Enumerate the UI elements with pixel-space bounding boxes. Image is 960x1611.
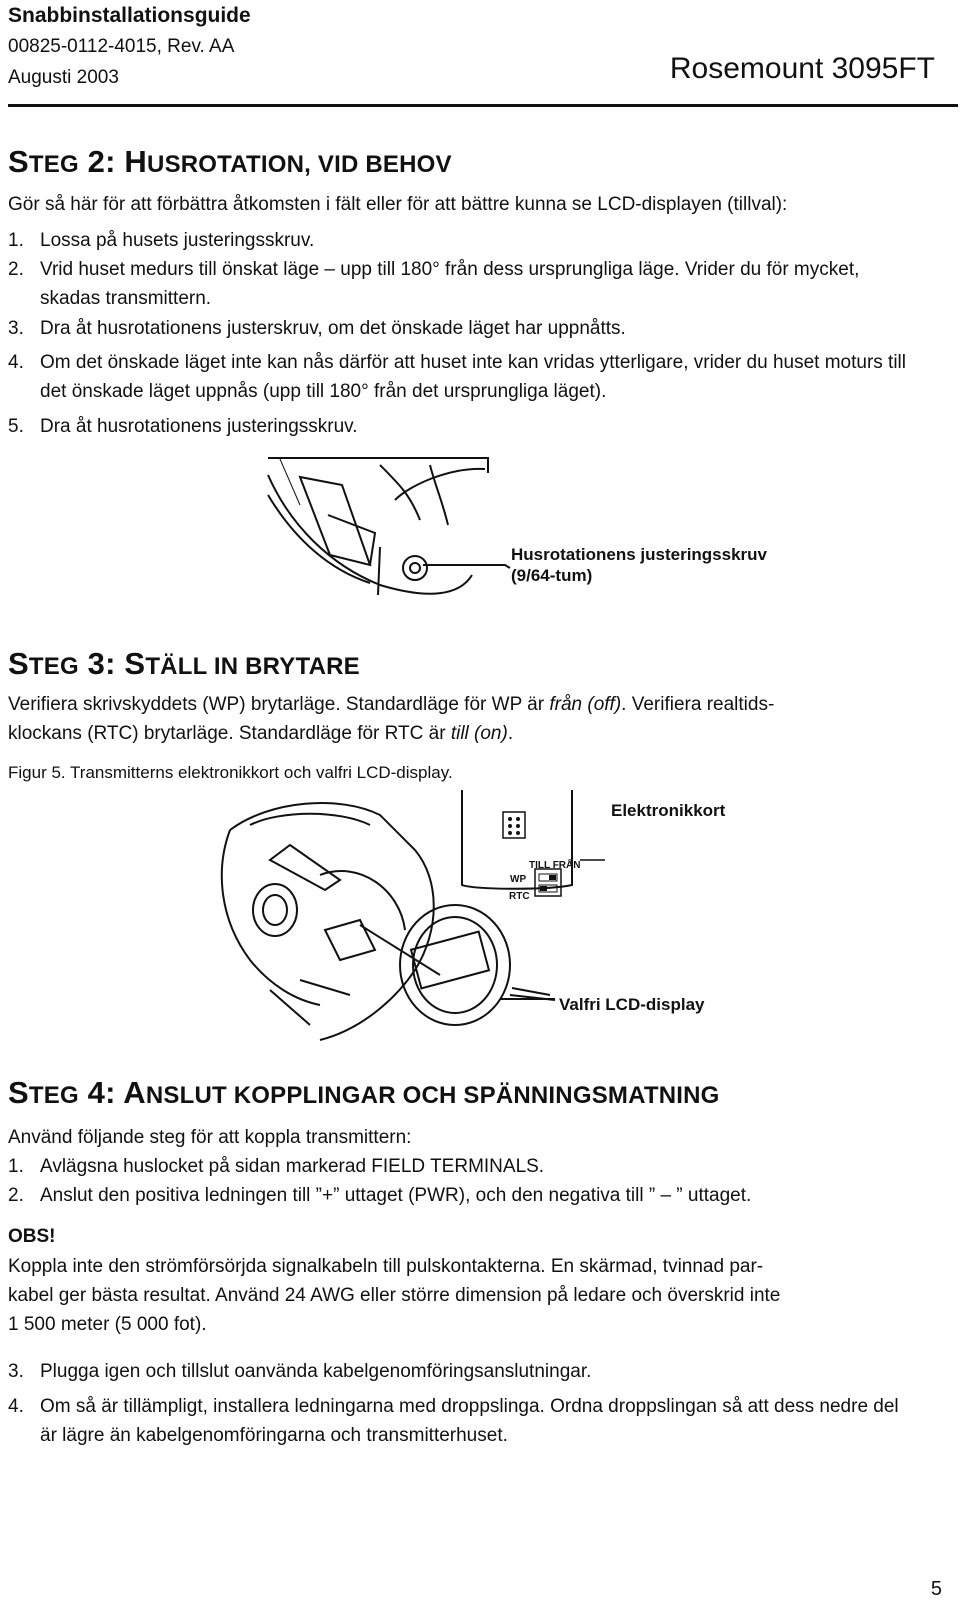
note-label: OBS! [8,1226,56,1247]
step4-item-3: 3. Plugga igen och tillslut oanvända kabelgenomföringsanslutningar. [8,1361,592,1382]
step4-heading: STEG 4: ANSLUT KOPPLINGAR OCH SPÄNNINGSMATNING [8,1075,720,1110]
housing-screw-callout: Husrotationens justeringsskruv (9/64-tum) [511,545,768,585]
switch-header-label: TILL FRÅN [529,860,581,871]
step4-item-1: 1. Avlägsna huslocket på sidan markerad FIELD TERMINALS. [8,1156,545,1177]
step2-heading: STEG 2: HUSROTATION, VID BEHOV [8,144,452,179]
step2-item-4: 4. Om det önskade läget inte kan nås därför att huset inte kan vridas ytterligare, vrider du huset moturs till det önskade läget uppnås (upp till 180° från det ursprungliga läget). [8,352,906,402]
step3-paragraph: Verifiera skrivskyddets (WP) brytarläge. Standardläge för WP är från (off). Verifiera realtids- klockans (RTC) brytarläge. Standardläge för RTC är till (on). [8,694,775,744]
product-name: Rosemount 3095FT [669,52,935,85]
housing-rotation-illustration [260,455,880,615]
guide-title: Snabbinstallationsguide [8,4,251,27]
step4-item-2: 2. Anslut den positiva ledningen till ”+” uttaget (PWR), och den negativa till ” – ” uttaget. [8,1185,752,1206]
figure5-caption: Figur 5. Transmitterns elektronikkort och valfri LCD-display. [8,763,453,782]
step2-intro: Gör så här för att förbättra åtkomsten i fält eller för att bättre kunna se LCD-displayen (tillval): [8,194,788,215]
step2-item-1: 1. Lossa på husets justeringsskruv. [8,230,315,251]
document-number: 00825-0112-4015, Rev. AA [8,36,235,57]
note-text: Koppla inte den strömförsörjda signalkabeln till pulskontakterna. En skärmad, tvinnad par- kabel ger bästa resultat. Använd 24 AWG eller större dimension på ledare och överskrid inte 1 500 meter (5 000 fot). [8,1256,781,1335]
step4-item-4: 4. Om så är tillämpligt, installera ledningarna med droppslinga. Ordna droppslingan så att dess nedre del är lägre än kabelgenomföringarna och transmitterhuset. [8,1396,899,1446]
page-number: 5 [930,1578,942,1600]
step2-item-2: 2. Vrid huset medurs till önskat läge – upp till 180° från dess ursprungliga läge. Vrider du för mycket, skadas transmittern. [8,259,860,309]
rtc-switch-label: RTC [509,891,530,902]
step3-heading: STEG 3: STÄLL IN BRYTARE [8,646,360,681]
step2-item-5: 5. Dra åt husrotationens justeringsskruv. [8,416,358,437]
step2-item-3: 3. Dra åt husrotationens justerskruv, om det önskade läget har uppnåtts. [8,318,626,339]
step4-intro: Använd följande steg för att koppla transmittern: [8,1127,412,1148]
electronics-board-callout: Elektronikkort [611,801,726,820]
lcd-display-callout: Valfri LCD-display [559,995,705,1014]
wp-switch-label: WP [510,874,527,885]
header-rule [8,104,958,107]
document-header [8,0,251,93]
document-date: Augusti 2003 [8,67,119,88]
lcd-callout-line [500,998,555,1000]
